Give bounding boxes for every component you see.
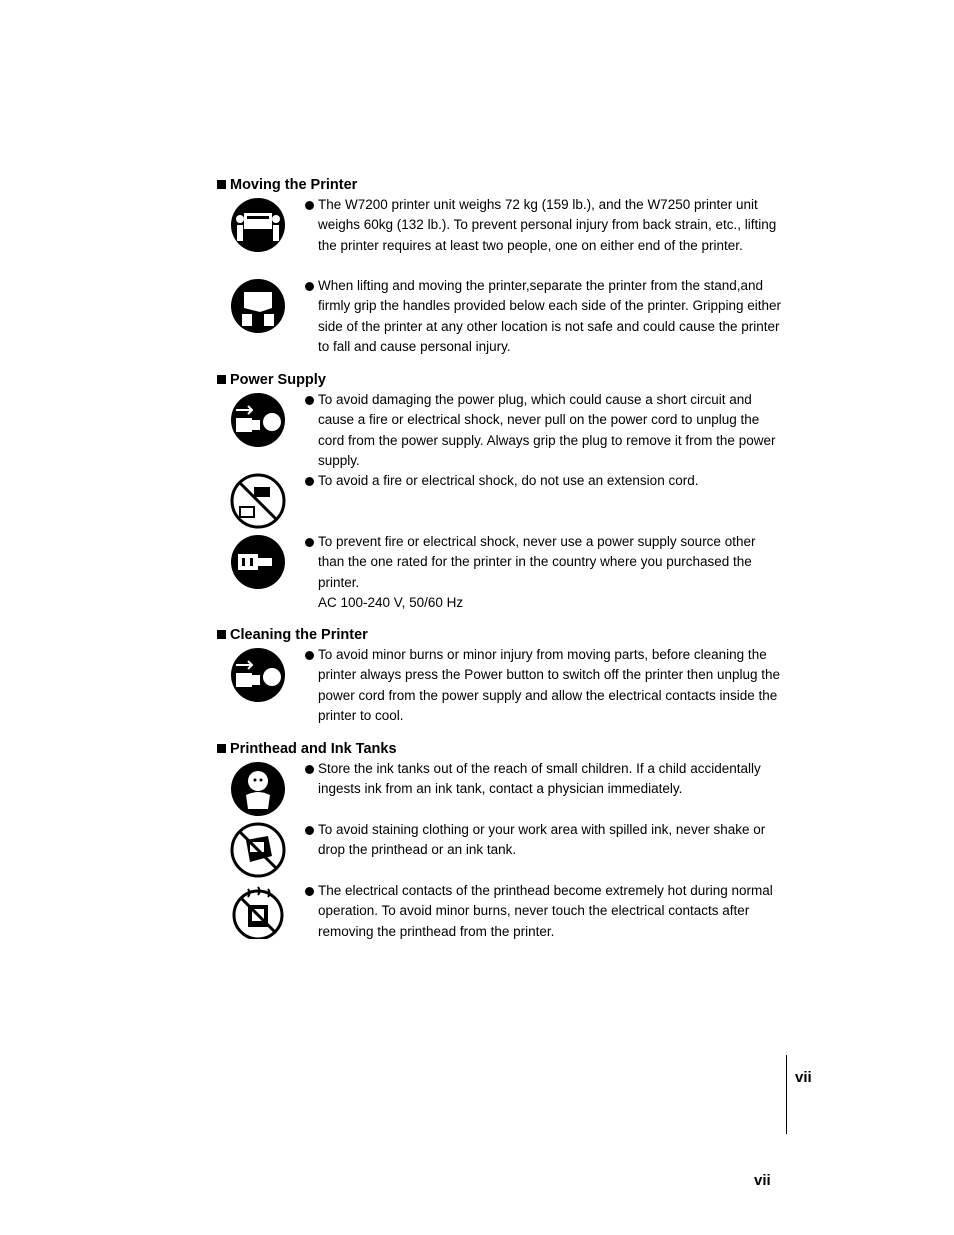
bullet-icon [305, 201, 314, 210]
square-bullet-icon [217, 630, 226, 639]
section-heading-moving: Moving the Printer [217, 176, 357, 194]
two-person-lift-icon [230, 197, 286, 253]
square-bullet-icon [217, 744, 226, 753]
margin-rule [786, 1055, 787, 1134]
list-item: To avoid damaging the power plug, which could cause a short circuit and cause a fire or electrical shock, never pull on the power cord to unplug the cord from the power supply. Always grip the plug to remove it from the power supply. [305, 390, 785, 471]
list-item: To avoid staining clothing or your work area with spilled ink, never shake or drop the printhead or an ink tank. [305, 820, 785, 861]
no-shake-ink-tank-icon [230, 822, 286, 878]
no-extension-cord-icon [230, 473, 286, 529]
list-item: The W7200 printer unit weighs 72 kg (159 lb.), and the W7250 printer unit weighs 60kg (132 lb.). To prevent personal injury from back strain, etc., lifting the printer requires at least two people, one on either end of the printer. [305, 195, 785, 256]
bullet-icon [305, 765, 314, 774]
unplug-icon [230, 647, 286, 703]
bullet-icon [305, 826, 314, 835]
list-item: Store the ink tanks out of the reach of small children. If a child accidentally ingests ink from an ink tank, contact a physician immediately. [305, 759, 785, 800]
page-number-side: vii [795, 1069, 812, 1086]
section-heading-power: Power Supply [217, 371, 326, 389]
power-plug-icon [230, 534, 286, 590]
list-item: To prevent fire or electrical shock, never use a power supply source other than the one rated for the printer in the country where you purchased the printer. AC 100-240 V, 50/60 Hz [305, 532, 785, 613]
bullet-icon [305, 887, 314, 896]
bullet-icon [305, 282, 314, 291]
list-item: To avoid minor burns or minor injury from moving parts, before cleaning the printer always press the Power button to switch off the printer then unplug the power cord from the power supply and allow the electrical contacts inside the printer to cool. [305, 645, 785, 726]
grip-handles-icon [230, 278, 286, 334]
bullet-icon [305, 538, 314, 547]
section-heading-printhead: Printhead and Ink Tanks [217, 740, 397, 758]
unplug-by-plug-icon [230, 392, 286, 448]
list-item: To avoid a fire or electrical shock, do not use an extension cord. [305, 471, 785, 491]
section-heading-cleaning: Cleaning the Printer [217, 626, 368, 644]
square-bullet-icon [217, 180, 226, 189]
hot-surface-icon [230, 883, 286, 939]
list-item: When lifting and moving the printer,separate the printer from the stand,and firmly grip the handles provided below each side of the printer. Gripping either side of the printer at any other location is not safe and could cause the printer to fall and cause personal injury. [305, 276, 785, 357]
child-icon [230, 761, 286, 817]
bullet-icon [305, 651, 314, 660]
square-bullet-icon [217, 375, 226, 384]
page-number: vii [754, 1172, 771, 1189]
bullet-icon [305, 477, 314, 486]
list-item: The electrical contacts of the printhead become extremely hot during normal operation. To avoid minor burns, never touch the electrical contacts after removing the printhead from the printer. [305, 881, 785, 942]
bullet-icon [305, 396, 314, 405]
